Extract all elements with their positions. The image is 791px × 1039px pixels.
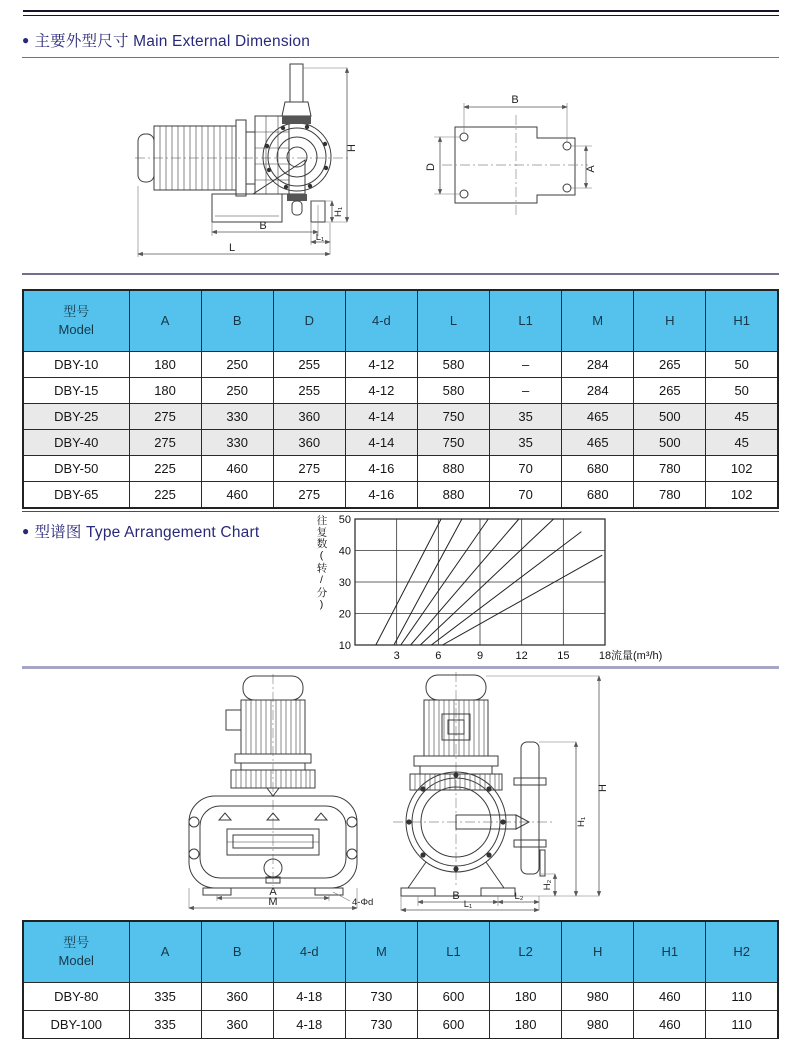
table-cell: 265 xyxy=(634,352,706,378)
table-cell: 880 xyxy=(417,456,489,482)
table-cell: 70 xyxy=(490,482,562,509)
table-cell: 730 xyxy=(345,983,417,1011)
table-cell: 250 xyxy=(201,378,273,404)
table-cell: 750 xyxy=(417,404,489,430)
y-axis-label: 往复数(转/分) xyxy=(315,515,328,612)
dim-label-H2: H₂ xyxy=(542,879,553,891)
table-cell: 50 xyxy=(706,352,778,378)
dim-label-L1: L₁ xyxy=(315,232,325,243)
pump-side-view-large-drawing xyxy=(393,672,618,912)
column-header: B xyxy=(201,921,273,983)
table-cell: 335 xyxy=(129,1011,201,1039)
table-cell: 880 xyxy=(417,482,489,509)
table-cell: 275 xyxy=(129,404,201,430)
table-cell: 780 xyxy=(634,482,706,509)
table-cell: 180 xyxy=(129,352,201,378)
table-row xyxy=(23,378,778,404)
table-row xyxy=(23,430,778,456)
table-cell: 750 xyxy=(417,430,489,456)
table-cell: 50 xyxy=(706,378,778,404)
dimension-lines xyxy=(189,886,373,908)
table-cell: 255 xyxy=(273,352,345,378)
table-cell: 225 xyxy=(129,482,201,509)
column-header: H xyxy=(562,921,634,983)
section2-title xyxy=(22,520,259,542)
separator-rule xyxy=(22,273,779,275)
table-cell: 35 xyxy=(490,430,562,456)
separator-rule xyxy=(22,666,779,669)
table-cell: 360 xyxy=(273,404,345,430)
table-cell: 460 xyxy=(634,1011,706,1039)
dim-label-B: B xyxy=(511,94,519,106)
table-row xyxy=(23,352,778,378)
dim-label-D: D xyxy=(425,163,437,171)
dim-label-L1: L₁ xyxy=(463,899,473,910)
table-cell: 460 xyxy=(201,482,273,509)
y-tick-label: 10 xyxy=(338,640,351,652)
pump-front-view-drawing xyxy=(183,672,388,912)
x-tick-label: 12 xyxy=(515,650,528,662)
column-header: A xyxy=(129,921,201,983)
header-row xyxy=(23,921,778,983)
cell-model: DBY-25 xyxy=(23,404,129,430)
column-header: M xyxy=(562,290,634,352)
bullet-icon: ● xyxy=(22,524,30,538)
dimension-lines xyxy=(401,676,609,910)
x-axis-label: 流量(m³/h) xyxy=(610,650,662,662)
table-cell: 275 xyxy=(273,482,345,509)
table-cell: 70 xyxy=(490,456,562,482)
table-cell: 780 xyxy=(634,456,706,482)
table-cell: 284 xyxy=(562,378,634,404)
y-tick-label: 20 xyxy=(338,608,351,621)
chart-plot xyxy=(327,513,667,663)
table-cell: 360 xyxy=(201,1011,273,1039)
type-arrangement-chart xyxy=(316,513,667,663)
column-header: L1 xyxy=(490,290,562,352)
x-tick-label: 3 xyxy=(393,650,400,662)
table-cell: 580 xyxy=(417,352,489,378)
table-row xyxy=(23,1011,778,1039)
dim-label-H: H xyxy=(346,144,358,152)
table-cell: 275 xyxy=(129,430,201,456)
column-header: L xyxy=(417,290,489,352)
column-header: H xyxy=(634,290,706,352)
section2-title-text: 型谱图 Type Arrangement Chart xyxy=(34,524,260,541)
x-tick-label: 18 xyxy=(598,650,611,662)
table-cell: 465 xyxy=(562,430,634,456)
table-cell: 465 xyxy=(562,404,634,430)
table-cell: 460 xyxy=(201,456,273,482)
x-tick-label: 15 xyxy=(556,650,569,662)
table-row xyxy=(23,983,778,1011)
dimension-table-large-models xyxy=(22,920,779,1039)
bullet-icon: ● xyxy=(22,33,30,47)
dim-label-L: L xyxy=(228,242,236,254)
dim-label-4-phi-d: 4-Φd xyxy=(352,897,374,908)
table-cell: 35 xyxy=(490,404,562,430)
table-cell: 580 xyxy=(417,378,489,404)
table-cell: 500 xyxy=(634,404,706,430)
table-cell: 4-12 xyxy=(345,352,417,378)
table-cell: 330 xyxy=(201,404,273,430)
dimension-lines xyxy=(425,94,597,194)
section2-topline xyxy=(22,511,779,512)
table-cell: 275 xyxy=(273,456,345,482)
table-cell: 360 xyxy=(201,983,273,1011)
table-cell: 4-14 xyxy=(345,404,417,430)
column-header: H1 xyxy=(706,290,778,352)
y-tick-label: 40 xyxy=(338,545,351,558)
table-cell: 4-18 xyxy=(273,983,345,1011)
column-header: L1 xyxy=(417,921,489,983)
table-row xyxy=(23,482,778,509)
column-header: M xyxy=(345,921,417,983)
table-cell: 110 xyxy=(706,1011,778,1039)
table-cell: 4-18 xyxy=(273,1011,345,1039)
dim-label-A: A xyxy=(585,165,597,173)
pump-body-lines xyxy=(189,674,357,895)
table-cell: 45 xyxy=(706,430,778,456)
cell-model: DBY-65 xyxy=(23,482,129,509)
table-cell: 4-12 xyxy=(345,378,417,404)
pump-body-lines xyxy=(135,64,350,222)
column-header: B xyxy=(201,290,273,352)
section1-title xyxy=(22,29,310,51)
x-tick-label: 6 xyxy=(434,650,441,662)
dim-label-B: B xyxy=(452,890,460,902)
column-header: 4-d xyxy=(345,290,417,352)
table-cell: 460 xyxy=(634,983,706,1011)
table-cell: 225 xyxy=(129,456,201,482)
baseplate-plan-drawing xyxy=(420,85,645,225)
cell-model: DBY-50 xyxy=(23,456,129,482)
column-header: H2 xyxy=(706,921,778,983)
dim-label-M: M xyxy=(268,896,278,908)
table-cell: 980 xyxy=(562,983,634,1011)
dim-label-B: B xyxy=(259,220,267,232)
table-cell: 180 xyxy=(129,378,201,404)
table-cell: 45 xyxy=(706,404,778,430)
table-cell: 335 xyxy=(129,983,201,1011)
cell-model: DBY-40 xyxy=(23,430,129,456)
dim-label-A: A xyxy=(269,886,277,898)
dim-label-H1: H₁ xyxy=(333,206,344,218)
section1-underline xyxy=(22,57,779,58)
table-row xyxy=(23,404,778,430)
table-cell: 680 xyxy=(562,456,634,482)
table-cell: 980 xyxy=(562,1011,634,1039)
column-header-model: 型号 Model xyxy=(23,921,129,983)
top-double-rule xyxy=(23,10,779,16)
section1-title-text: 主要外型尺寸 Main External Dimension xyxy=(34,33,311,50)
table-cell: 4-14 xyxy=(345,430,417,456)
x-tick-label: 9 xyxy=(476,650,483,662)
column-header: D xyxy=(273,290,345,352)
table-cell: 330 xyxy=(201,430,273,456)
table-cell: 500 xyxy=(634,430,706,456)
table-row xyxy=(23,456,778,482)
table-cell: 180 xyxy=(490,983,562,1011)
table-cell: 110 xyxy=(706,983,778,1011)
table-cell: 265 xyxy=(634,378,706,404)
table-cell: – xyxy=(490,378,562,404)
table-cell: 250 xyxy=(201,352,273,378)
chart-line-curve-6 xyxy=(431,532,581,645)
column-header: A xyxy=(129,290,201,352)
dimension-table-small-models xyxy=(22,289,779,509)
table-cell: 680 xyxy=(562,482,634,509)
dim-label-H1: H₁ xyxy=(576,816,587,828)
table-cell: 4-16 xyxy=(345,482,417,509)
column-header: 4-d xyxy=(273,921,345,983)
table-cell: 102 xyxy=(706,482,778,509)
table-cell: 255 xyxy=(273,378,345,404)
dim-label-H: H xyxy=(597,784,609,792)
header-row xyxy=(23,290,778,352)
cell-model: DBY-10 xyxy=(23,352,129,378)
table-cell: 102 xyxy=(706,456,778,482)
table-cell: 180 xyxy=(490,1011,562,1039)
cell-model: DBY-15 xyxy=(23,378,129,404)
table-cell: 730 xyxy=(345,1011,417,1039)
column-header: H1 xyxy=(634,921,706,983)
table-cell: 4-16 xyxy=(345,456,417,482)
chart-line-curve-7 xyxy=(442,555,602,645)
table-cell: 284 xyxy=(562,352,634,378)
table-cell: 600 xyxy=(417,983,489,1011)
y-tick-label: 30 xyxy=(338,577,351,589)
cell-model: DBY-100 xyxy=(23,1011,129,1039)
pump-body-lines xyxy=(393,672,553,896)
cell-model: DBY-80 xyxy=(23,983,129,1011)
pump-side-view-drawing xyxy=(135,60,425,270)
table-cell: – xyxy=(490,352,562,378)
column-header-model: 型号 Model xyxy=(23,290,129,352)
y-tick-label: 50 xyxy=(338,514,351,526)
column-header: L2 xyxy=(490,921,562,983)
table-cell: 600 xyxy=(417,1011,489,1039)
dim-label-L2: L₂ xyxy=(514,891,524,902)
table-cell: 360 xyxy=(273,430,345,456)
